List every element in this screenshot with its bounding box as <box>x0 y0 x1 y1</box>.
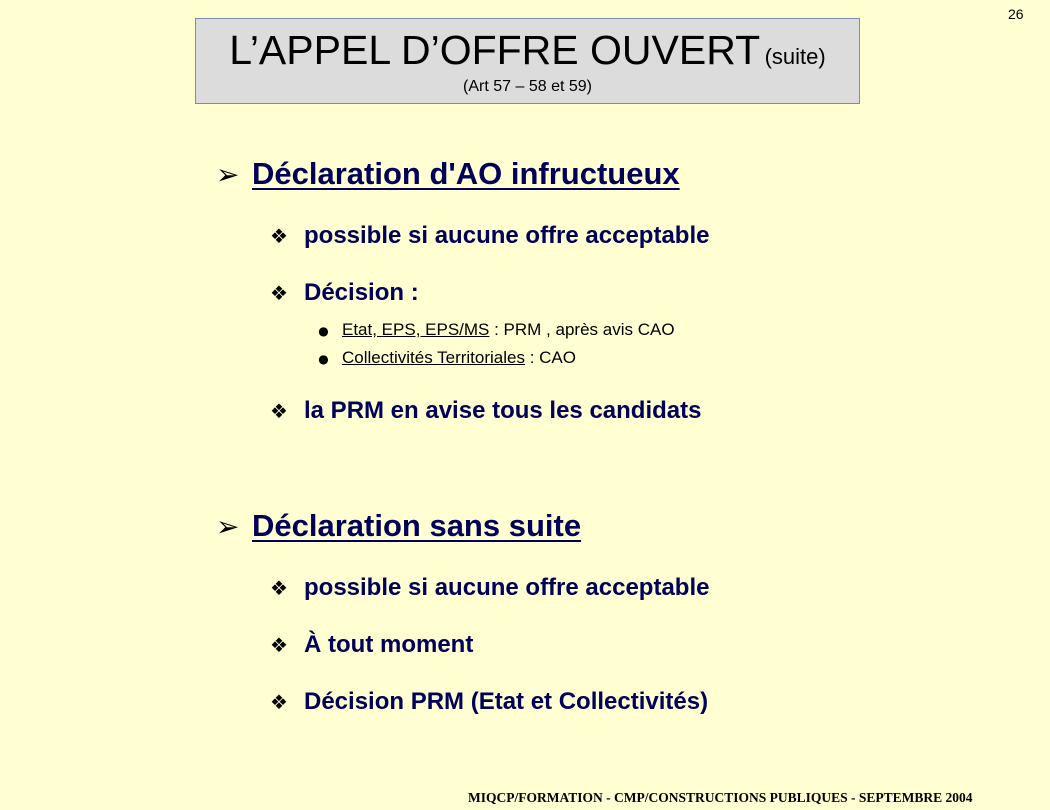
bullet-text: possible si aucune offre acceptable <box>304 222 710 249</box>
bullet-text: la PRM en avise tous les candidats <box>304 397 702 424</box>
bullet-item <box>270 222 709 250</box>
section-heading-text: Déclaration d'AO infructueux <box>252 156 680 191</box>
slide-subtitle: (Art 57 – 58 et 59) <box>463 78 592 95</box>
section-heading-text: Déclaration sans suite <box>252 508 582 543</box>
diamond-bullet-icon: ❖ <box>270 281 288 305</box>
sub-item-text: : CAO <box>524 348 576 367</box>
diamond-bullet-icon: ❖ <box>270 690 288 714</box>
bullet-text: possible si aucune offre acceptable <box>304 574 710 601</box>
bullet-text: Décision : <box>304 279 419 306</box>
diamond-bullet-icon: ❖ <box>270 399 288 423</box>
section-heading-1 <box>216 156 680 192</box>
bullet-text: À tout moment <box>304 631 474 658</box>
footer: MIQCP/FORMATION - CMP/CONSTRUCTIONS PUBLIQUES - SEPTEMBRE 2004 <box>468 790 973 805</box>
bullet-item <box>270 688 708 716</box>
arrowhead-icon: ➢ <box>216 510 240 543</box>
bullet-item <box>270 631 473 659</box>
sub-item-label: Collectivités Territoriales <box>342 348 525 367</box>
slide-title <box>196 27 859 74</box>
sub-item <box>305 320 675 340</box>
bullet-item <box>270 397 701 425</box>
title-main-text: L’APPEL D’OFFRE OUVERT <box>229 27 761 73</box>
arrowhead-icon: ➢ <box>216 158 240 191</box>
diamond-bullet-icon: ❖ <box>270 633 288 657</box>
bullet-item <box>270 574 709 602</box>
sub-item-label: Etat, EPS, EPS/MS <box>342 320 490 339</box>
diamond-bullet-icon: ❖ <box>270 224 288 248</box>
sub-item-text: : PRM , après avis CAO <box>489 320 675 339</box>
page-number: 26 <box>1008 6 1024 22</box>
section-heading-2 <box>216 508 581 544</box>
title-box <box>195 18 860 104</box>
bullet-item <box>270 279 419 307</box>
sub-item <box>305 348 576 368</box>
dot-icon: ● <box>318 324 329 338</box>
bullet-text: Décision PRM (Etat et Collectivités) <box>304 688 709 715</box>
title-suffix: (suite) <box>764 44 826 69</box>
dot-icon: ● <box>318 352 329 366</box>
diamond-bullet-icon: ❖ <box>270 576 288 600</box>
